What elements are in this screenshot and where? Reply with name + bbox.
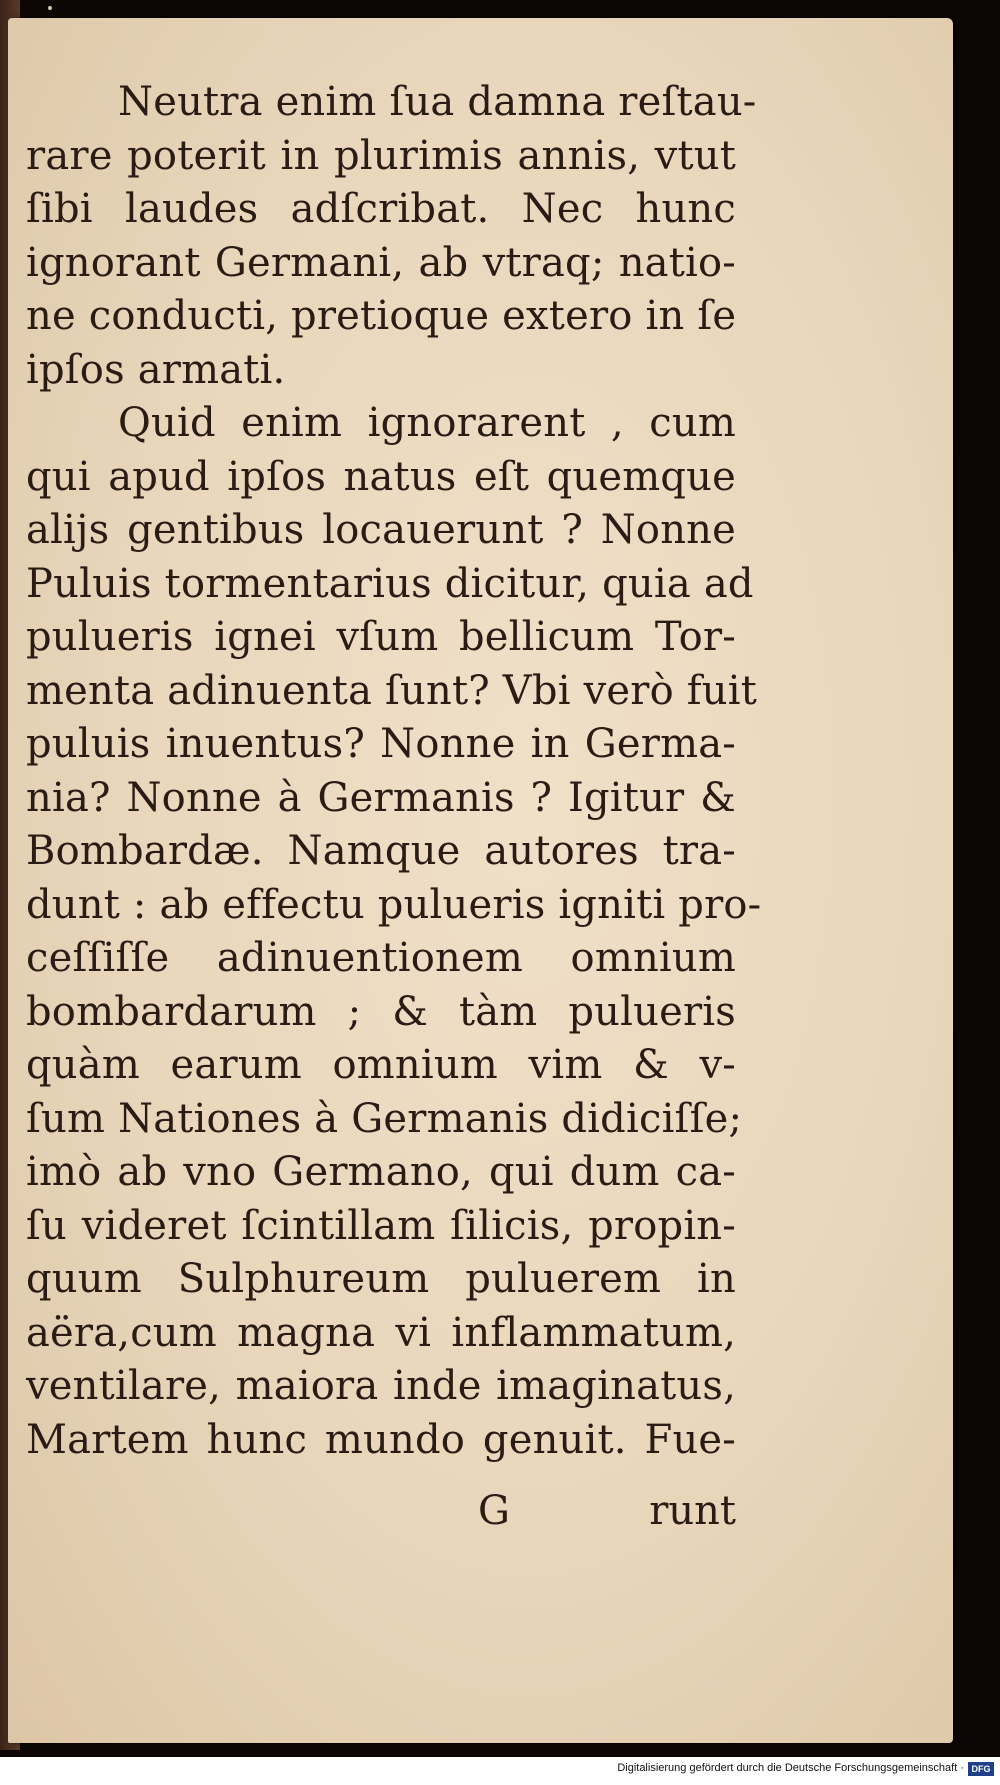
text-line: ſibi laudes adſcribat. Nec hunc xyxy=(26,186,736,232)
text-line: aëra,cum magna vi inflammatum, xyxy=(26,1309,736,1356)
text-line: Bombardæ. Namque autores tra- xyxy=(26,828,736,874)
text-line: ſum Nationes à Germanis didiciſſe; xyxy=(26,1095,743,1142)
text-line: imò ab vno Germano, qui dum ca- xyxy=(26,1149,736,1195)
text-line: rare poterit in plurimis annis, vtut xyxy=(26,132,736,179)
scan-dot xyxy=(48,6,52,10)
text-line: Puluis tormentarius dicitur, quia ad xyxy=(26,560,754,607)
text-line: Quid enim ignorarent , cum xyxy=(118,400,736,446)
digitization-credit-text: Digitalisierung gefördert durch die Deutsche Forschungsgemeinschaft · xyxy=(617,1762,964,1774)
signature-mark: G xyxy=(478,1488,510,1534)
text-line: nia? Nonne à Germanis ? Igitur & xyxy=(26,774,736,821)
text-line: Neutra enim ſua damna reſtau- xyxy=(118,79,757,125)
page-text-block xyxy=(26,76,762,1467)
text-line: ignorant Germani, ab vtraq; natio- xyxy=(26,239,736,286)
text-line: ceſſiſſe adinuentionem omnium xyxy=(26,935,736,981)
text-line: menta adinuenta ſunt? Vbi verò fuit xyxy=(26,667,758,714)
text-line: qui apud ipſos natus eſt quemque xyxy=(26,453,736,500)
text-line: pulueris ignei vſum bellicum Tor- xyxy=(26,614,736,660)
book-page xyxy=(8,18,953,1743)
text-line: ventilare, maiora inde imaginatus, xyxy=(26,1363,736,1409)
text-line: Martem hunc mundo genuit. Fue- xyxy=(26,1416,736,1463)
text-line: bombardarum ; & tàm pulueris xyxy=(26,988,736,1035)
text-line: quum Sulphureum puluerem in xyxy=(26,1256,736,1302)
digitization-credit-bar xyxy=(0,1757,1000,1785)
dfg-logo-icon: DFG xyxy=(968,1762,994,1776)
page-foot-row xyxy=(26,1488,736,1541)
text-line: dunt : ab effectu pulueris igniti pro- xyxy=(26,881,762,928)
text-line: alijs gentibus locauerunt ? Nonne xyxy=(26,507,736,553)
text-line: ipſos armati. xyxy=(26,346,286,393)
text-line: puluis inuentus? Nonne in Germa- xyxy=(26,721,736,767)
text-line: ne conducti, pretioque extero in ſe xyxy=(26,293,737,339)
catchword: runt xyxy=(649,1488,736,1534)
text-line: ſu videret ſcintillam ſilicis, propin- xyxy=(26,1202,736,1249)
text-line: quàm earum omnium vim & v- xyxy=(26,1042,736,1088)
